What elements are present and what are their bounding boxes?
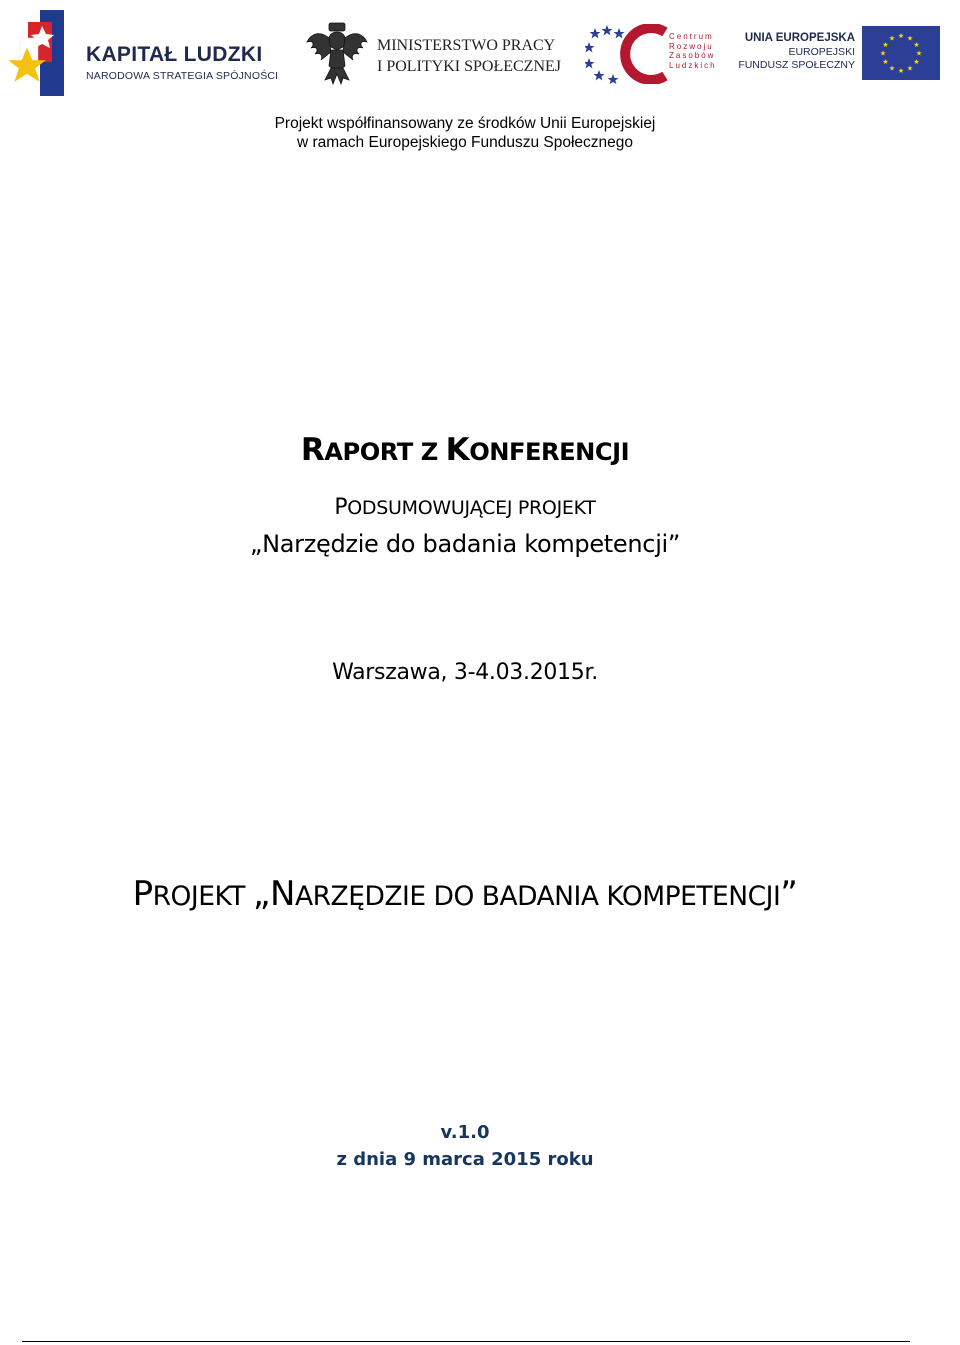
version-number: v.1.0 <box>440 1122 490 1143</box>
svg-text:★: ★ <box>913 58 920 66</box>
svg-text:★: ★ <box>882 41 889 49</box>
heading-cap: „N <box>252 874 295 914</box>
ue-line2: EUROPEJSKI <box>788 46 855 58</box>
crzl-name <box>669 32 717 70</box>
crzl-logo <box>585 24 725 84</box>
svg-text:★: ★ <box>915 49 923 58</box>
ministerstwo-line1: MINISTERSTWO PRACY <box>377 37 556 54</box>
heading-quote: ” <box>780 874 798 914</box>
ministerstwo-logo <box>305 20 565 90</box>
svg-text:★: ★ <box>879 49 887 58</box>
svg-text:★: ★ <box>906 64 914 73</box>
ue-line1: UNIA EUROPEJSKA <box>744 32 855 44</box>
svg-text:★: ★ <box>897 32 905 40</box>
polish-eagle-icon <box>305 20 369 86</box>
title-smallcaps: APORT Z <box>324 438 446 466</box>
svg-text:★: ★ <box>888 34 896 43</box>
ue-line3: FUNDUSZ SPOŁECZNY <box>738 59 855 71</box>
ue-efs-logo <box>738 24 947 84</box>
heading-cap: P <box>132 874 153 914</box>
svg-text:★: ★ <box>913 41 920 49</box>
logo-header <box>0 0 960 100</box>
footer-divider <box>22 1341 910 1342</box>
crzl-line: Rozwoju <box>669 41 714 51</box>
svg-text:★: ★ <box>906 34 914 43</box>
heading-smallcaps: ARZĘDZIE DO BADANIA KOMPETENCJI <box>294 881 781 912</box>
svg-text:★: ★ <box>897 67 905 75</box>
title-cap: R <box>300 432 325 468</box>
cofinancing-note <box>0 114 930 152</box>
cofinancing-line1: Projekt współfinansowany ze środków Unii Europejskiej <box>274 115 656 132</box>
ministerstwo-line2: I POLITYKI SPOŁECZNEJ <box>377 58 561 75</box>
project-heading <box>0 874 930 914</box>
kapital-ludzki-title: KAPITAŁ LUDZKI <box>86 43 263 66</box>
report-subtitle <box>0 495 930 520</box>
crzl-line: Centrum <box>669 32 714 41</box>
svg-text:★: ★ <box>888 64 896 73</box>
cofinancing-line2: w ramach Europejskiego Funduszu Społecznego <box>296 134 634 151</box>
subtitle-smallcaps: ODSUMOWUJĄCEJ PROJEKT <box>347 497 596 519</box>
kapital-ludzki-subtitle: NARODOWA STRATEGIA SPÓJNOŚCI <box>86 70 279 82</box>
eu-flag-icon <box>862 26 940 80</box>
svg-text:★: ★ <box>882 58 889 66</box>
place-date: Warszawa, 3-4.03.2015r. <box>332 660 598 685</box>
kapital-ludzki-logo <box>8 8 288 98</box>
crzl-line: Ludzkich <box>669 60 717 70</box>
title-smallcaps: ONFERENCJI <box>469 438 630 466</box>
subtitle-cap: P <box>334 495 348 520</box>
heading-smallcaps: ROJEKT <box>152 881 253 912</box>
crzl-icon <box>585 24 669 84</box>
crzl-line: Zasobów <box>669 51 716 60</box>
kapital-ludzki-icon <box>8 8 78 98</box>
title-cap: K <box>445 432 470 468</box>
project-name: „Narzędzie do badania kompetencji” <box>249 530 681 558</box>
version-date: z dnia 9 marca 2015 roku <box>336 1149 594 1170</box>
report-title <box>0 432 930 468</box>
